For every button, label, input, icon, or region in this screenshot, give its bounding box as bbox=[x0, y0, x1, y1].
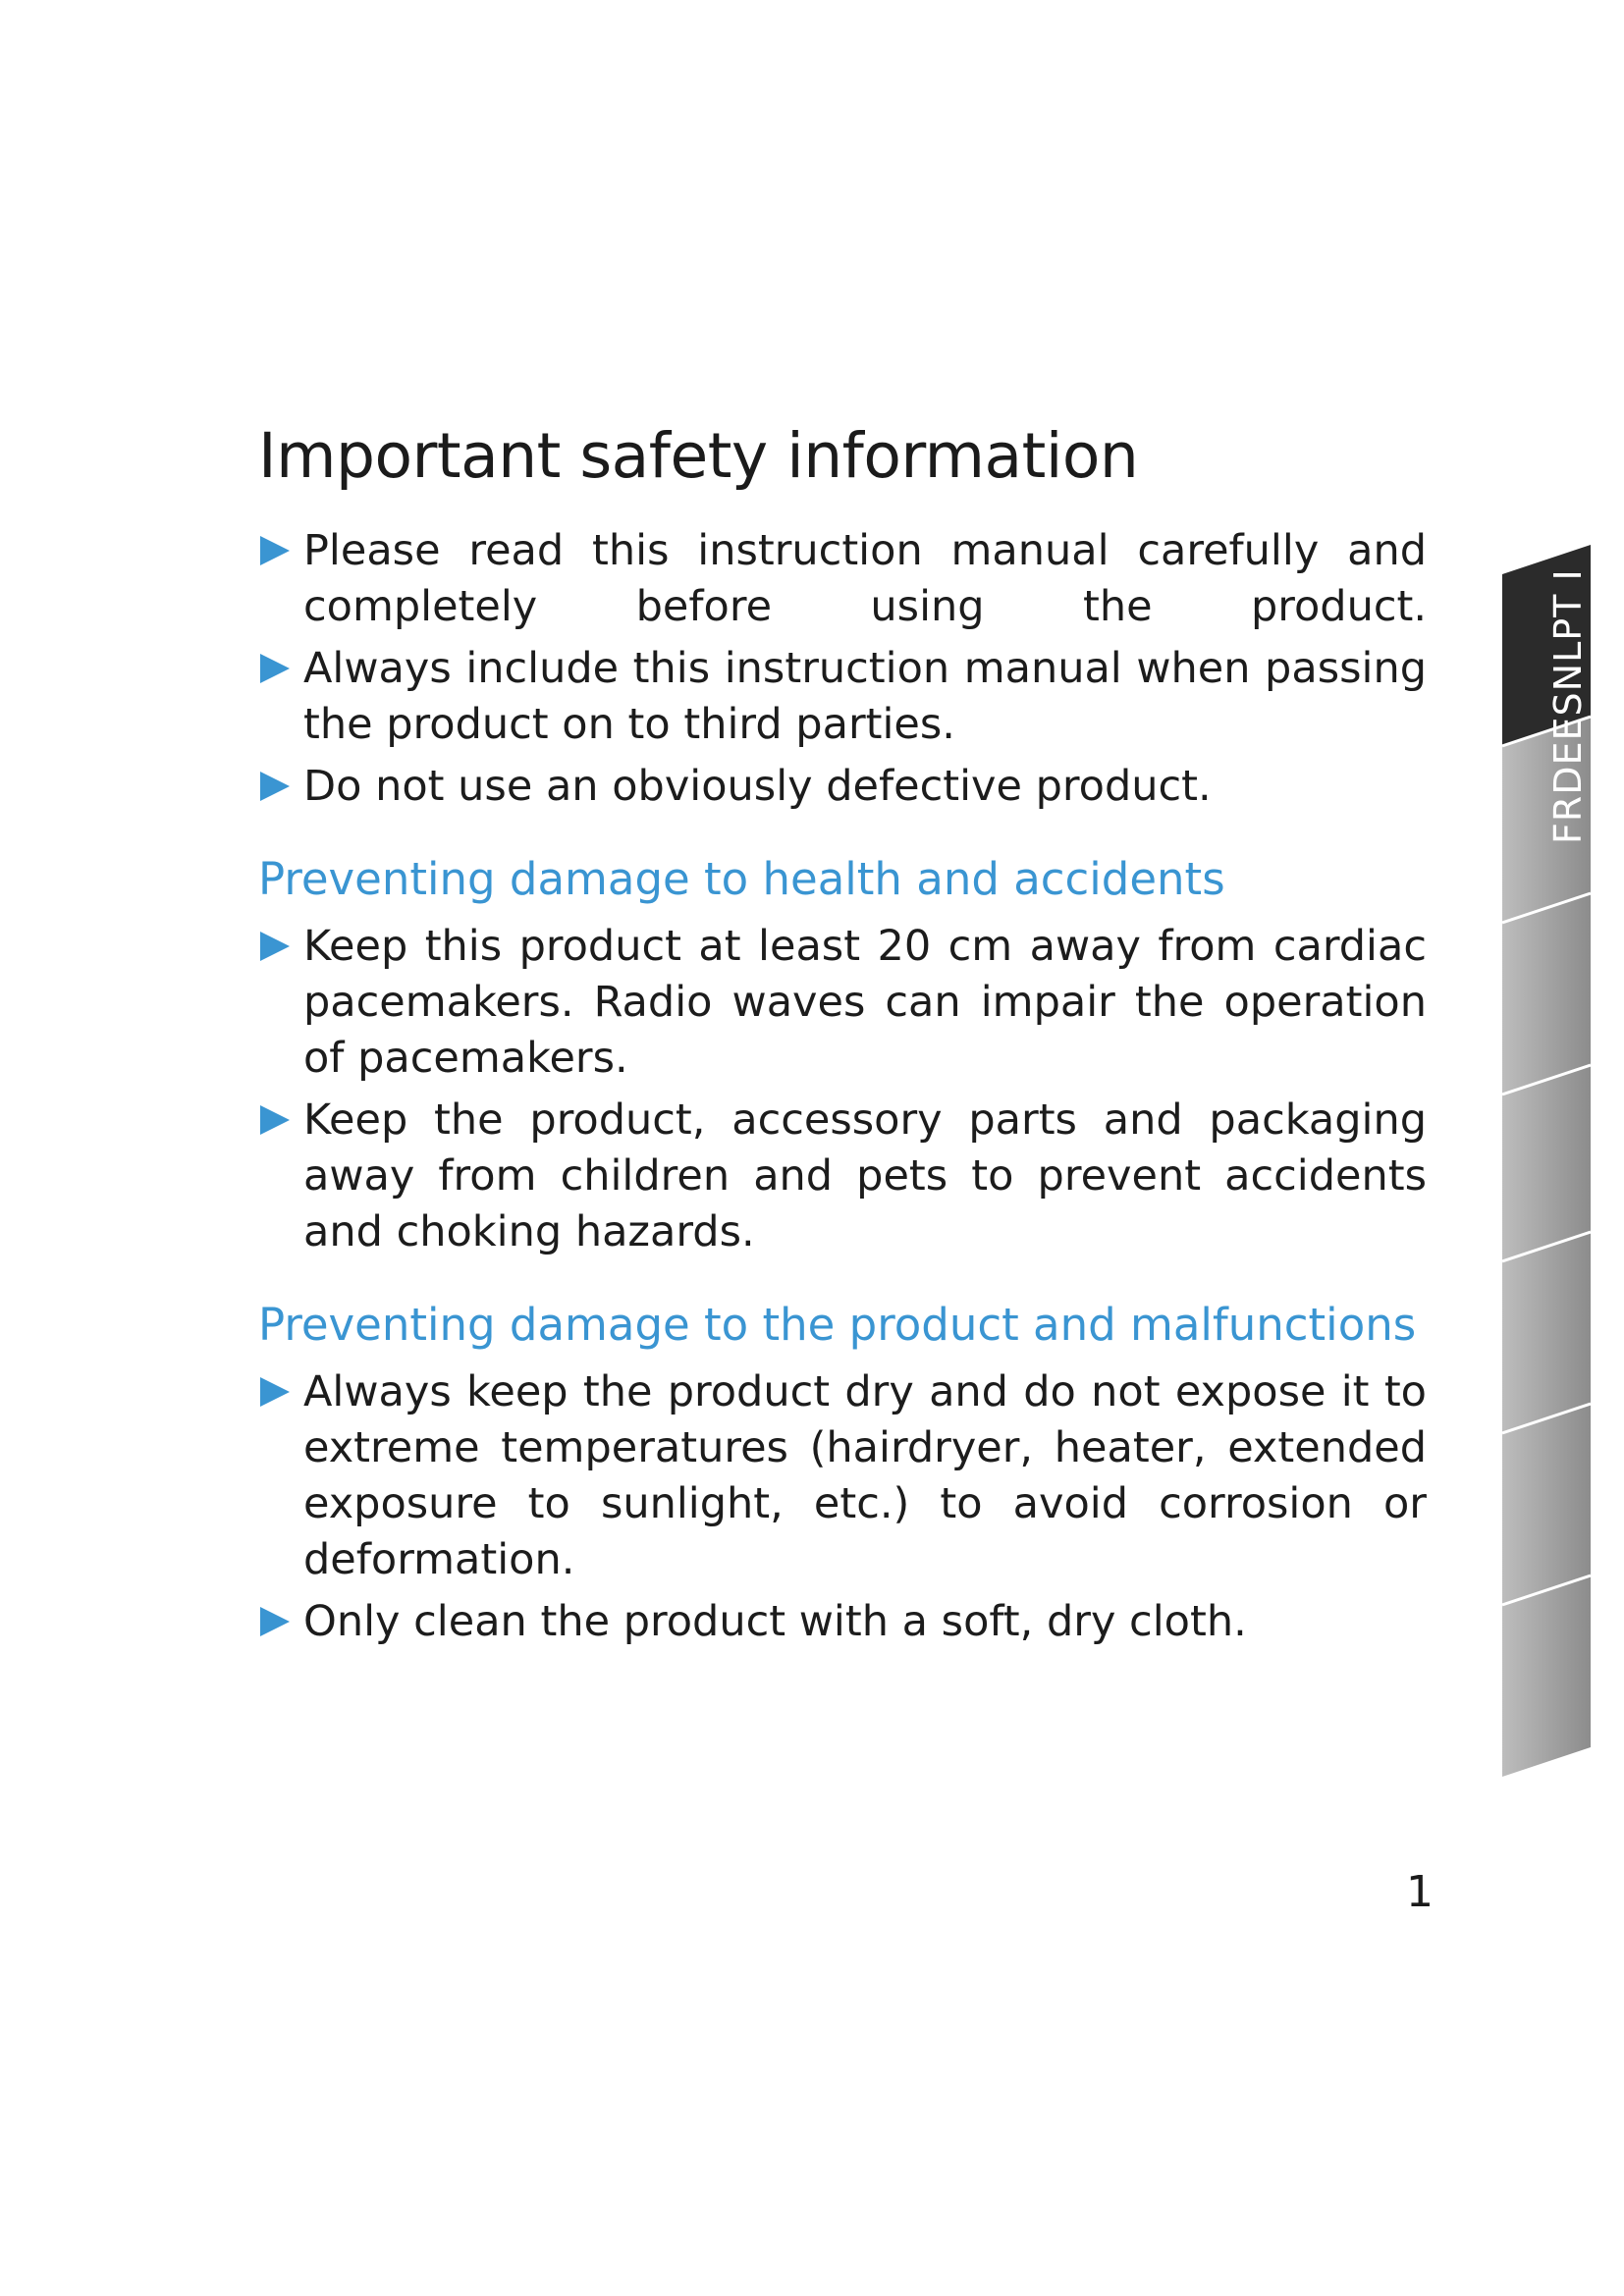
page-title: Important safety information bbox=[258, 420, 1139, 492]
section-heading-health: Preventing damage to health and accidents bbox=[258, 853, 1225, 905]
section-heading-product: Preventing damage to the product and malfunctions bbox=[258, 1299, 1417, 1351]
triangle-bullet-icon bbox=[260, 1607, 290, 1636]
tab-3 bbox=[1502, 1065, 1591, 1261]
page-number: 1 bbox=[1406, 1867, 1434, 1917]
tab-6 bbox=[1502, 1575, 1591, 1777]
list-item: Do not use an obviously defective product. bbox=[258, 759, 1427, 815]
page-content bbox=[258, 417, 1427, 1656]
list-item: Only clean the product with a soft, dry cloth. bbox=[258, 1594, 1427, 1650]
language-tab-label: FRDEESNLPT I bbox=[1546, 568, 1590, 844]
triangle-bullet-icon bbox=[260, 1105, 290, 1135]
product-bullet-list bbox=[258, 1364, 1427, 1650]
list-item: Please read this instruction manual carefully and completely before using the product. bbox=[258, 523, 1427, 635]
health-bullet-list bbox=[258, 919, 1427, 1260]
list-item: Keep the product, accessory parts and packaging away from children and pets to prevent accidents and choking hazards. bbox=[258, 1093, 1427, 1260]
list-item: Keep this product at least 20 cm away from cardiac pacemakers. Radio waves can impair the operation of pacemakers. bbox=[258, 919, 1427, 1087]
list-item: Always keep the product dry and do not expose it to extreme temperatures (hairdryer, heater, extended exposure to sunlight, etc.) to avoid corrosion or deformation. bbox=[258, 1364, 1427, 1588]
tab-2 bbox=[1502, 893, 1591, 1095]
triangle-bullet-icon bbox=[260, 654, 290, 683]
list-item: Always include this instruction manual when passing the product on to third parties. bbox=[258, 641, 1427, 753]
triangle-bullet-icon bbox=[260, 1377, 290, 1407]
tab-4 bbox=[1502, 1232, 1591, 1433]
triangle-bullet-icon bbox=[260, 772, 290, 801]
triangle-bullet-icon bbox=[260, 932, 290, 961]
tab-5 bbox=[1502, 1404, 1591, 1605]
intro-bullet-list bbox=[258, 523, 1427, 815]
triangle-bullet-icon bbox=[260, 536, 290, 565]
